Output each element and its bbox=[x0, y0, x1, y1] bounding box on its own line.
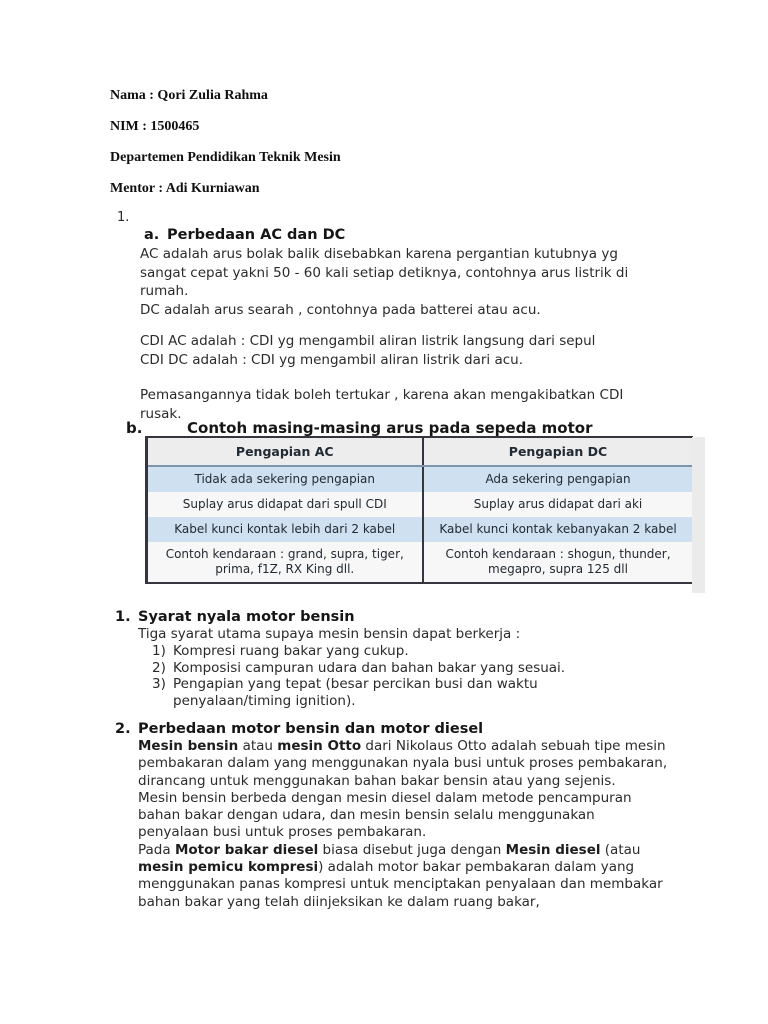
list-item-text: Komposisi campuran udara dan bahan bakar yang sesuai. bbox=[173, 659, 566, 676]
text-run: (atau bbox=[600, 841, 641, 858]
mentor-line: Mentor : Adi Kurniawan bbox=[110, 181, 260, 196]
table-row bbox=[147, 492, 693, 517]
subsection-a-body bbox=[140, 245, 667, 423]
table-header-pengapian-dc: Pengapian DC bbox=[423, 437, 693, 466]
table-row bbox=[147, 542, 693, 583]
table-cell: Kabel kunci kontak lebih dari 2 kabel bbox=[147, 517, 423, 542]
paragraph-ac-definition: AC adalah arus bolak balik disebabkan karena pergantian kutubnya yg sangat cepat yakni 50 - 60 kali setiap detiknya, contohnya arus listrik di rumah. bbox=[140, 246, 629, 299]
section-1-number: 1. bbox=[115, 609, 131, 625]
subsection-a-title: Perbedaan AC dan DC bbox=[167, 227, 346, 243]
table-cell: Kabel kunci kontak kebanyakan 2 kabel bbox=[423, 517, 693, 542]
table-cell: Contoh kendaraan : grand, supra, tiger, prima, f1Z, RX King dll. bbox=[147, 542, 423, 583]
paragraph-perbedaan-metode: Mesin bensin berbeda dengan mesin diesel dalam metode pencampuran bahan bakar dengan udara, dan mesin bensin selalu menggunakan penyalaan busi untuk proses pembakaran. bbox=[138, 789, 632, 841]
nim-line: NIM : 1500465 bbox=[110, 119, 200, 134]
bold-mesin-pemicu-kompresi: mesin pemicu kompresi bbox=[138, 859, 319, 876]
subsection-a-heading bbox=[144, 227, 345, 243]
section-1-heading bbox=[115, 609, 675, 626]
item-1-number: 1. bbox=[117, 210, 130, 225]
subsection-b-label: b. bbox=[126, 419, 143, 437]
table-side-shadow bbox=[692, 437, 705, 593]
section-1-intro: Tiga syarat utama supaya mesin bensin dapat berkerja : bbox=[138, 626, 521, 642]
table-cell: Suplay arus didapat dari spull CDI bbox=[147, 492, 423, 517]
paragraph-motor-diesel bbox=[138, 842, 668, 911]
table-header-row bbox=[147, 437, 693, 466]
list-item-text: Pengapian yang tepat (besar percikan busi dan waktu penyalaan/timing ignition). bbox=[173, 676, 538, 710]
list-item-text: Kompresi ruang bakar yang cukup. bbox=[173, 642, 409, 659]
text-run: ) adalah motor bakar pembakaran dalam yang menggunakan panas kompresi untuk menciptakan penyalaan dan membakar bahan bakar yang telah diinjeksikan ke dalam ruang bakar, bbox=[138, 859, 663, 910]
paragraph-pemasangan-warning: Pemasangannya tidak boleh tertukar , karena akan mengakibatkan CDI rusak. bbox=[140, 387, 624, 422]
section-2-title: Perbedaan motor bensin dan motor diesel bbox=[138, 721, 484, 737]
paragraph-mesin-bensin bbox=[138, 738, 668, 790]
bold-motor-bakar-diesel: Motor bakar diesel bbox=[174, 841, 319, 858]
department-line: Departemen Pendidikan Teknik Mesin bbox=[110, 150, 341, 165]
document-header bbox=[110, 88, 341, 212]
numbered-list bbox=[138, 643, 675, 710]
subsection-a-label: a. bbox=[144, 227, 160, 243]
section-perbedaan-motor bbox=[115, 721, 675, 911]
ignition-comparison-table bbox=[145, 436, 693, 584]
text-run: biasa disebut juga dengan bbox=[318, 841, 506, 858]
table-cell: Ada sekering pengapian bbox=[423, 466, 693, 492]
table-cell: Suplay arus didapat dari aki bbox=[423, 492, 693, 517]
paragraph-dc-definition: DC adalah arus searah , contohnya pada batterei atau acu. bbox=[140, 301, 541, 318]
table-cell: Tidak ada sekering pengapian bbox=[147, 466, 423, 492]
subsection-b-title: Contoh masing-masing arus pada sepeda motor bbox=[187, 419, 593, 437]
bold-mesin-otto: mesin Otto bbox=[277, 738, 362, 754]
table-header-pengapian-ac: Pengapian AC bbox=[147, 437, 423, 466]
paragraph-cdi-dc: CDI DC adalah : CDI yg mengambil aliran listrik dari acu. bbox=[140, 351, 524, 368]
author-name-line: Nama : Qori Zulia Rahma bbox=[110, 88, 268, 103]
text-run: atau bbox=[238, 738, 278, 754]
list-item bbox=[138, 643, 675, 660]
list-item-number: 3) bbox=[152, 676, 166, 693]
section-2-heading bbox=[115, 721, 675, 738]
list-item bbox=[138, 660, 675, 677]
section-1-title: Syarat nyala motor bensin bbox=[138, 609, 355, 625]
list-item-number: 1) bbox=[152, 642, 166, 659]
section-2-number: 2. bbox=[115, 721, 131, 737]
section-1-body bbox=[138, 626, 675, 710]
table-row bbox=[147, 517, 693, 542]
paragraph-cdi-ac: CDI AC adalah : CDI yg mengambil aliran listrik langsung dari sepul bbox=[140, 333, 596, 349]
list-item bbox=[138, 676, 675, 710]
text-run: Pada bbox=[138, 841, 175, 858]
section-2-body bbox=[138, 738, 668, 911]
table-row bbox=[147, 466, 693, 492]
subsection-b-heading bbox=[126, 419, 592, 437]
bold-mesin-diesel: Mesin diesel bbox=[505, 841, 601, 858]
bold-mesin-bensin: Mesin bensin bbox=[138, 738, 239, 754]
text-run: dari Nikolaus Otto adalah sebuah tipe mesin pembakaran dalam yang menggunakan nyala busi untuk proses pembakaran, dirancang untuk menggunakan bahan bakar bensin atau yang sejenis. bbox=[138, 738, 668, 789]
list-item-number: 2) bbox=[152, 659, 166, 676]
table-cell: Contoh kendaraan : shogun, thunder, megapro, supra 125 dll bbox=[423, 542, 693, 583]
section-syarat-nyala bbox=[115, 609, 675, 710]
